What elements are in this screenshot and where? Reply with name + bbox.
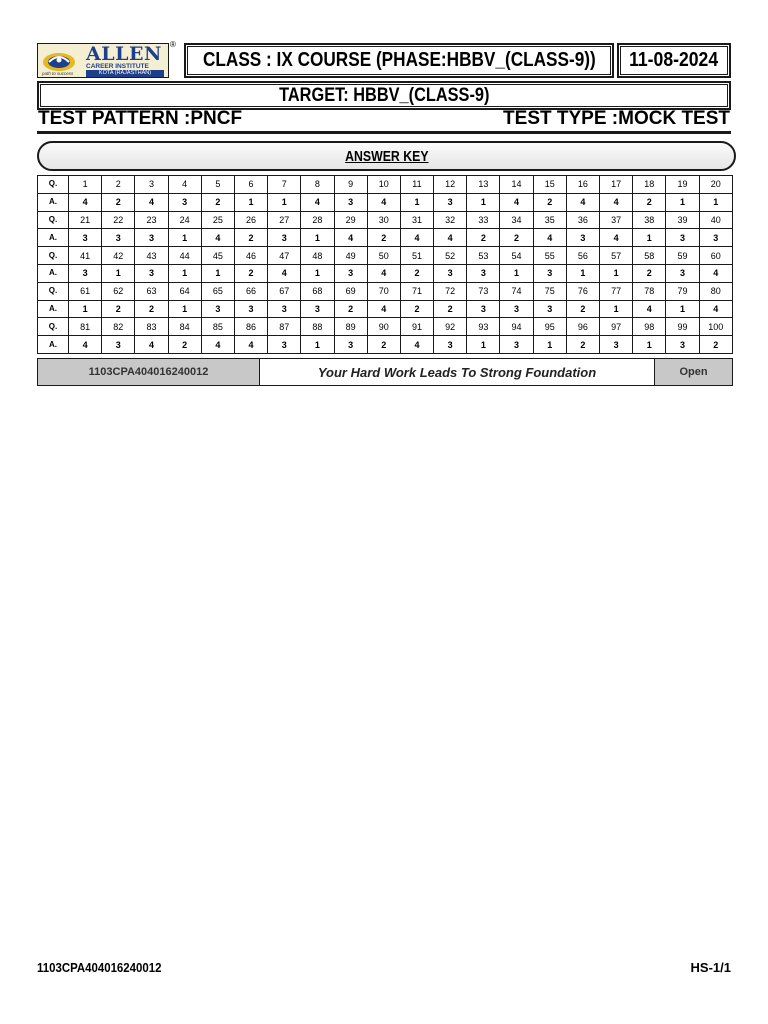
answer-value: 2 <box>234 229 267 247</box>
answer-value: 3 <box>234 300 267 318</box>
answer-value: 2 <box>367 229 400 247</box>
footer-code: 1103CPA404016240012 <box>38 359 260 385</box>
question-number: 65 <box>201 282 234 300</box>
answer-value: 4 <box>367 193 400 211</box>
question-number: 27 <box>268 211 301 229</box>
answer-value: 1 <box>666 193 699 211</box>
answer-value: 1 <box>600 264 633 282</box>
question-number: 89 <box>334 318 367 336</box>
answer-value: 3 <box>168 193 201 211</box>
question-number: 15 <box>533 176 566 194</box>
question-row <box>38 318 733 336</box>
question-number: 74 <box>500 282 533 300</box>
question-number: 33 <box>467 211 500 229</box>
answer-value: 2 <box>367 336 400 354</box>
answer-value: 4 <box>566 193 599 211</box>
answer-value: 3 <box>268 229 301 247</box>
target-box <box>37 81 731 110</box>
answer-value: 1 <box>500 264 533 282</box>
question-number: 26 <box>234 211 267 229</box>
question-number: 98 <box>633 318 666 336</box>
logo-brand: ALLEN <box>86 43 162 65</box>
answer-value: 4 <box>699 264 732 282</box>
question-number: 20 <box>699 176 732 194</box>
question-number: 18 <box>633 176 666 194</box>
question-number: 63 <box>135 282 168 300</box>
question-number: 39 <box>666 211 699 229</box>
question-number: 51 <box>400 247 433 265</box>
question-number: 56 <box>566 247 599 265</box>
answer-value: 3 <box>334 336 367 354</box>
question-number: 68 <box>301 282 334 300</box>
answer-label: A. <box>38 300 69 318</box>
answer-value: 2 <box>633 264 666 282</box>
question-number: 31 <box>400 211 433 229</box>
question-number: 4 <box>168 176 201 194</box>
answer-value: 3 <box>434 336 467 354</box>
answer-key-table <box>37 175 733 354</box>
page-number: HS-1/1 <box>690 960 731 975</box>
question-number: 38 <box>633 211 666 229</box>
date-box <box>617 43 731 78</box>
answer-value: 2 <box>434 300 467 318</box>
answer-value: 3 <box>533 264 566 282</box>
answer-value: 3 <box>201 300 234 318</box>
answer-value: 1 <box>400 193 433 211</box>
answer-value: 4 <box>434 229 467 247</box>
answer-value: 1 <box>467 336 500 354</box>
question-number: 14 <box>500 176 533 194</box>
target-text: TARGET: HBBV_(CLASS-9) <box>278 84 490 106</box>
question-number: 73 <box>467 282 500 300</box>
question-number: 17 <box>600 176 633 194</box>
question-row <box>38 247 733 265</box>
question-number: 58 <box>633 247 666 265</box>
footer-status: Open <box>654 359 732 385</box>
question-number: 61 <box>69 282 102 300</box>
answer-value: 4 <box>69 193 102 211</box>
question-number: 72 <box>434 282 467 300</box>
test-pattern: TEST PATTERN :PNCF <box>38 108 243 129</box>
answer-value: 3 <box>135 229 168 247</box>
answer-value: 2 <box>566 300 599 318</box>
question-number: 71 <box>400 282 433 300</box>
question-number: 82 <box>102 318 135 336</box>
answer-value: 1 <box>234 193 267 211</box>
question-number: 22 <box>102 211 135 229</box>
answer-value: 1 <box>268 193 301 211</box>
answer-label: A. <box>38 229 69 247</box>
question-number: 1 <box>69 176 102 194</box>
answer-value: 3 <box>268 300 301 318</box>
question-number: 44 <box>168 247 201 265</box>
question-number: 49 <box>334 247 367 265</box>
answer-value: 4 <box>301 193 334 211</box>
question-number: 54 <box>500 247 533 265</box>
answer-value: 3 <box>666 336 699 354</box>
answer-value: 1 <box>633 229 666 247</box>
question-number: 11 <box>400 176 433 194</box>
answer-value: 4 <box>600 193 633 211</box>
logo-location: KOTA (RAJASTHAN) <box>86 70 164 77</box>
question-row <box>38 211 733 229</box>
answer-value: 3 <box>102 336 135 354</box>
page-footer-code: 1103CPA404016240012 <box>37 960 162 975</box>
answer-value: 1 <box>633 336 666 354</box>
answer-value: 3 <box>102 229 135 247</box>
logo-tagline: path to success <box>42 71 74 76</box>
answer-value: 4 <box>201 229 234 247</box>
question-number: 96 <box>566 318 599 336</box>
question-number: 45 <box>201 247 234 265</box>
answer-value: 2 <box>533 193 566 211</box>
registered-mark: ® <box>170 40 176 49</box>
answer-value: 4 <box>69 336 102 354</box>
answer-value: 3 <box>334 264 367 282</box>
question-number: 76 <box>566 282 599 300</box>
question-number: 55 <box>533 247 566 265</box>
answer-value: 3 <box>334 193 367 211</box>
question-number: 66 <box>234 282 267 300</box>
answer-value: 2 <box>566 336 599 354</box>
footer-motto: Your Hard Work Leads To Strong Foundation <box>317 364 597 380</box>
question-number: 81 <box>69 318 102 336</box>
answer-value: 1 <box>467 193 500 211</box>
answer-value: 3 <box>600 336 633 354</box>
answer-value: 3 <box>69 264 102 282</box>
answer-value: 3 <box>467 264 500 282</box>
question-number: 62 <box>102 282 135 300</box>
question-number: 86 <box>234 318 267 336</box>
answer-value: 1 <box>533 336 566 354</box>
question-number: 16 <box>566 176 599 194</box>
answer-label: A. <box>38 264 69 282</box>
answer-value: 1 <box>69 300 102 318</box>
question-number: 29 <box>334 211 367 229</box>
question-number: 59 <box>666 247 699 265</box>
footer-bar <box>37 358 733 386</box>
question-number: 75 <box>533 282 566 300</box>
answer-value: 3 <box>500 336 533 354</box>
question-number: 50 <box>367 247 400 265</box>
answer-value: 4 <box>633 300 666 318</box>
question-number: 48 <box>301 247 334 265</box>
answer-value: 4 <box>533 229 566 247</box>
question-number: 8 <box>301 176 334 194</box>
question-number: 84 <box>168 318 201 336</box>
answer-row <box>38 229 733 247</box>
question-number: 2 <box>102 176 135 194</box>
question-number: 37 <box>600 211 633 229</box>
test-type: TEST TYPE :MOCK TEST <box>503 108 730 129</box>
answer-value: 2 <box>102 193 135 211</box>
question-number: 25 <box>201 211 234 229</box>
question-label: Q. <box>38 211 69 229</box>
answer-value: 4 <box>334 229 367 247</box>
answer-value: 3 <box>500 300 533 318</box>
question-number: 77 <box>600 282 633 300</box>
question-number: 46 <box>234 247 267 265</box>
answer-value: 4 <box>600 229 633 247</box>
answer-value: 4 <box>201 336 234 354</box>
answer-label: A. <box>38 336 69 354</box>
question-number: 85 <box>201 318 234 336</box>
answer-key-title: ANSWER KEY <box>344 147 429 165</box>
class-course-box <box>184 43 614 78</box>
question-number: 92 <box>434 318 467 336</box>
question-number: 30 <box>367 211 400 229</box>
question-number: 69 <box>334 282 367 300</box>
question-number: 5 <box>201 176 234 194</box>
answer-value: 1 <box>168 300 201 318</box>
question-number: 9 <box>334 176 367 194</box>
question-number: 95 <box>533 318 566 336</box>
question-number: 88 <box>301 318 334 336</box>
answer-value: 2 <box>334 300 367 318</box>
answer-value: 3 <box>268 336 301 354</box>
answer-value: 2 <box>234 264 267 282</box>
answer-value: 1 <box>666 300 699 318</box>
question-number: 21 <box>69 211 102 229</box>
answer-value: 1 <box>201 264 234 282</box>
header-divider <box>37 131 731 134</box>
answer-value: 2 <box>135 300 168 318</box>
question-number: 94 <box>500 318 533 336</box>
question-number: 3 <box>135 176 168 194</box>
question-number: 60 <box>699 247 732 265</box>
question-number: 70 <box>367 282 400 300</box>
question-number: 64 <box>168 282 201 300</box>
question-number: 97 <box>600 318 633 336</box>
answer-value: 1 <box>168 264 201 282</box>
answer-value: 2 <box>699 336 732 354</box>
answer-value: 3 <box>666 229 699 247</box>
question-number: 12 <box>434 176 467 194</box>
answer-row <box>38 193 733 211</box>
answer-value: 3 <box>434 264 467 282</box>
answer-value: 4 <box>400 336 433 354</box>
answer-row <box>38 300 733 318</box>
answer-value: 3 <box>434 193 467 211</box>
question-number: 10 <box>367 176 400 194</box>
question-number: 42 <box>102 247 135 265</box>
question-number: 100 <box>699 318 732 336</box>
answer-value: 4 <box>400 229 433 247</box>
question-number: 67 <box>268 282 301 300</box>
answer-value: 3 <box>135 264 168 282</box>
answer-value: 4 <box>367 264 400 282</box>
answer-value: 3 <box>666 264 699 282</box>
question-number: 13 <box>467 176 500 194</box>
class-course-text: CLASS : IX COURSE (PHASE:HBBV_(CLASS-9)) <box>202 49 596 71</box>
question-number: 28 <box>301 211 334 229</box>
answer-value: 1 <box>301 336 334 354</box>
question-number: 34 <box>500 211 533 229</box>
question-label: Q. <box>38 176 69 194</box>
question-number: 40 <box>699 211 732 229</box>
question-number: 7 <box>268 176 301 194</box>
question-label: Q. <box>38 282 69 300</box>
answer-value: 1 <box>699 193 732 211</box>
question-number: 6 <box>234 176 267 194</box>
question-number: 91 <box>400 318 433 336</box>
answer-label: A. <box>38 193 69 211</box>
question-number: 52 <box>434 247 467 265</box>
answer-value: 2 <box>201 193 234 211</box>
answer-value: 3 <box>699 229 732 247</box>
answer-value: 3 <box>301 300 334 318</box>
answer-value: 4 <box>268 264 301 282</box>
answer-value: 3 <box>467 300 500 318</box>
answer-value: 2 <box>400 300 433 318</box>
answer-value: 1 <box>301 229 334 247</box>
question-number: 93 <box>467 318 500 336</box>
question-number: 99 <box>666 318 699 336</box>
answer-row <box>38 336 733 354</box>
question-number: 32 <box>434 211 467 229</box>
question-number: 43 <box>135 247 168 265</box>
answer-value: 3 <box>533 300 566 318</box>
answer-value: 4 <box>234 336 267 354</box>
question-label: Q. <box>38 318 69 336</box>
question-number: 83 <box>135 318 168 336</box>
answer-value: 2 <box>500 229 533 247</box>
answer-value: 2 <box>467 229 500 247</box>
question-number: 78 <box>633 282 666 300</box>
question-number: 53 <box>467 247 500 265</box>
answer-value: 2 <box>102 300 135 318</box>
question-number: 80 <box>699 282 732 300</box>
question-number: 79 <box>666 282 699 300</box>
answer-value: 4 <box>135 193 168 211</box>
question-number: 47 <box>268 247 301 265</box>
question-number: 87 <box>268 318 301 336</box>
question-number: 24 <box>168 211 201 229</box>
answer-value: 4 <box>135 336 168 354</box>
answer-value: 1 <box>301 264 334 282</box>
answer-value: 2 <box>168 336 201 354</box>
question-number: 90 <box>367 318 400 336</box>
question-number: 23 <box>135 211 168 229</box>
answer-value: 3 <box>566 229 599 247</box>
answer-row <box>38 264 733 282</box>
question-number: 41 <box>69 247 102 265</box>
answer-value: 3 <box>69 229 102 247</box>
answer-value: 2 <box>400 264 433 282</box>
question-number: 57 <box>600 247 633 265</box>
question-label: Q. <box>38 247 69 265</box>
answer-value: 1 <box>168 229 201 247</box>
question-row <box>38 282 733 300</box>
answer-value: 1 <box>102 264 135 282</box>
answer-value: 4 <box>367 300 400 318</box>
answer-value: 1 <box>566 264 599 282</box>
answer-value: 2 <box>633 193 666 211</box>
answer-key-banner <box>37 141 736 171</box>
logo-institute: CAREER INSTITUTE <box>86 63 149 70</box>
question-number: 19 <box>666 176 699 194</box>
question-number: 35 <box>533 211 566 229</box>
answer-value: 4 <box>699 300 732 318</box>
question-number: 36 <box>566 211 599 229</box>
answer-value: 1 <box>600 300 633 318</box>
allen-logo <box>37 43 169 78</box>
answer-value: 4 <box>500 193 533 211</box>
question-row <box>38 176 733 194</box>
test-date: 11-08-2024 <box>629 49 719 71</box>
